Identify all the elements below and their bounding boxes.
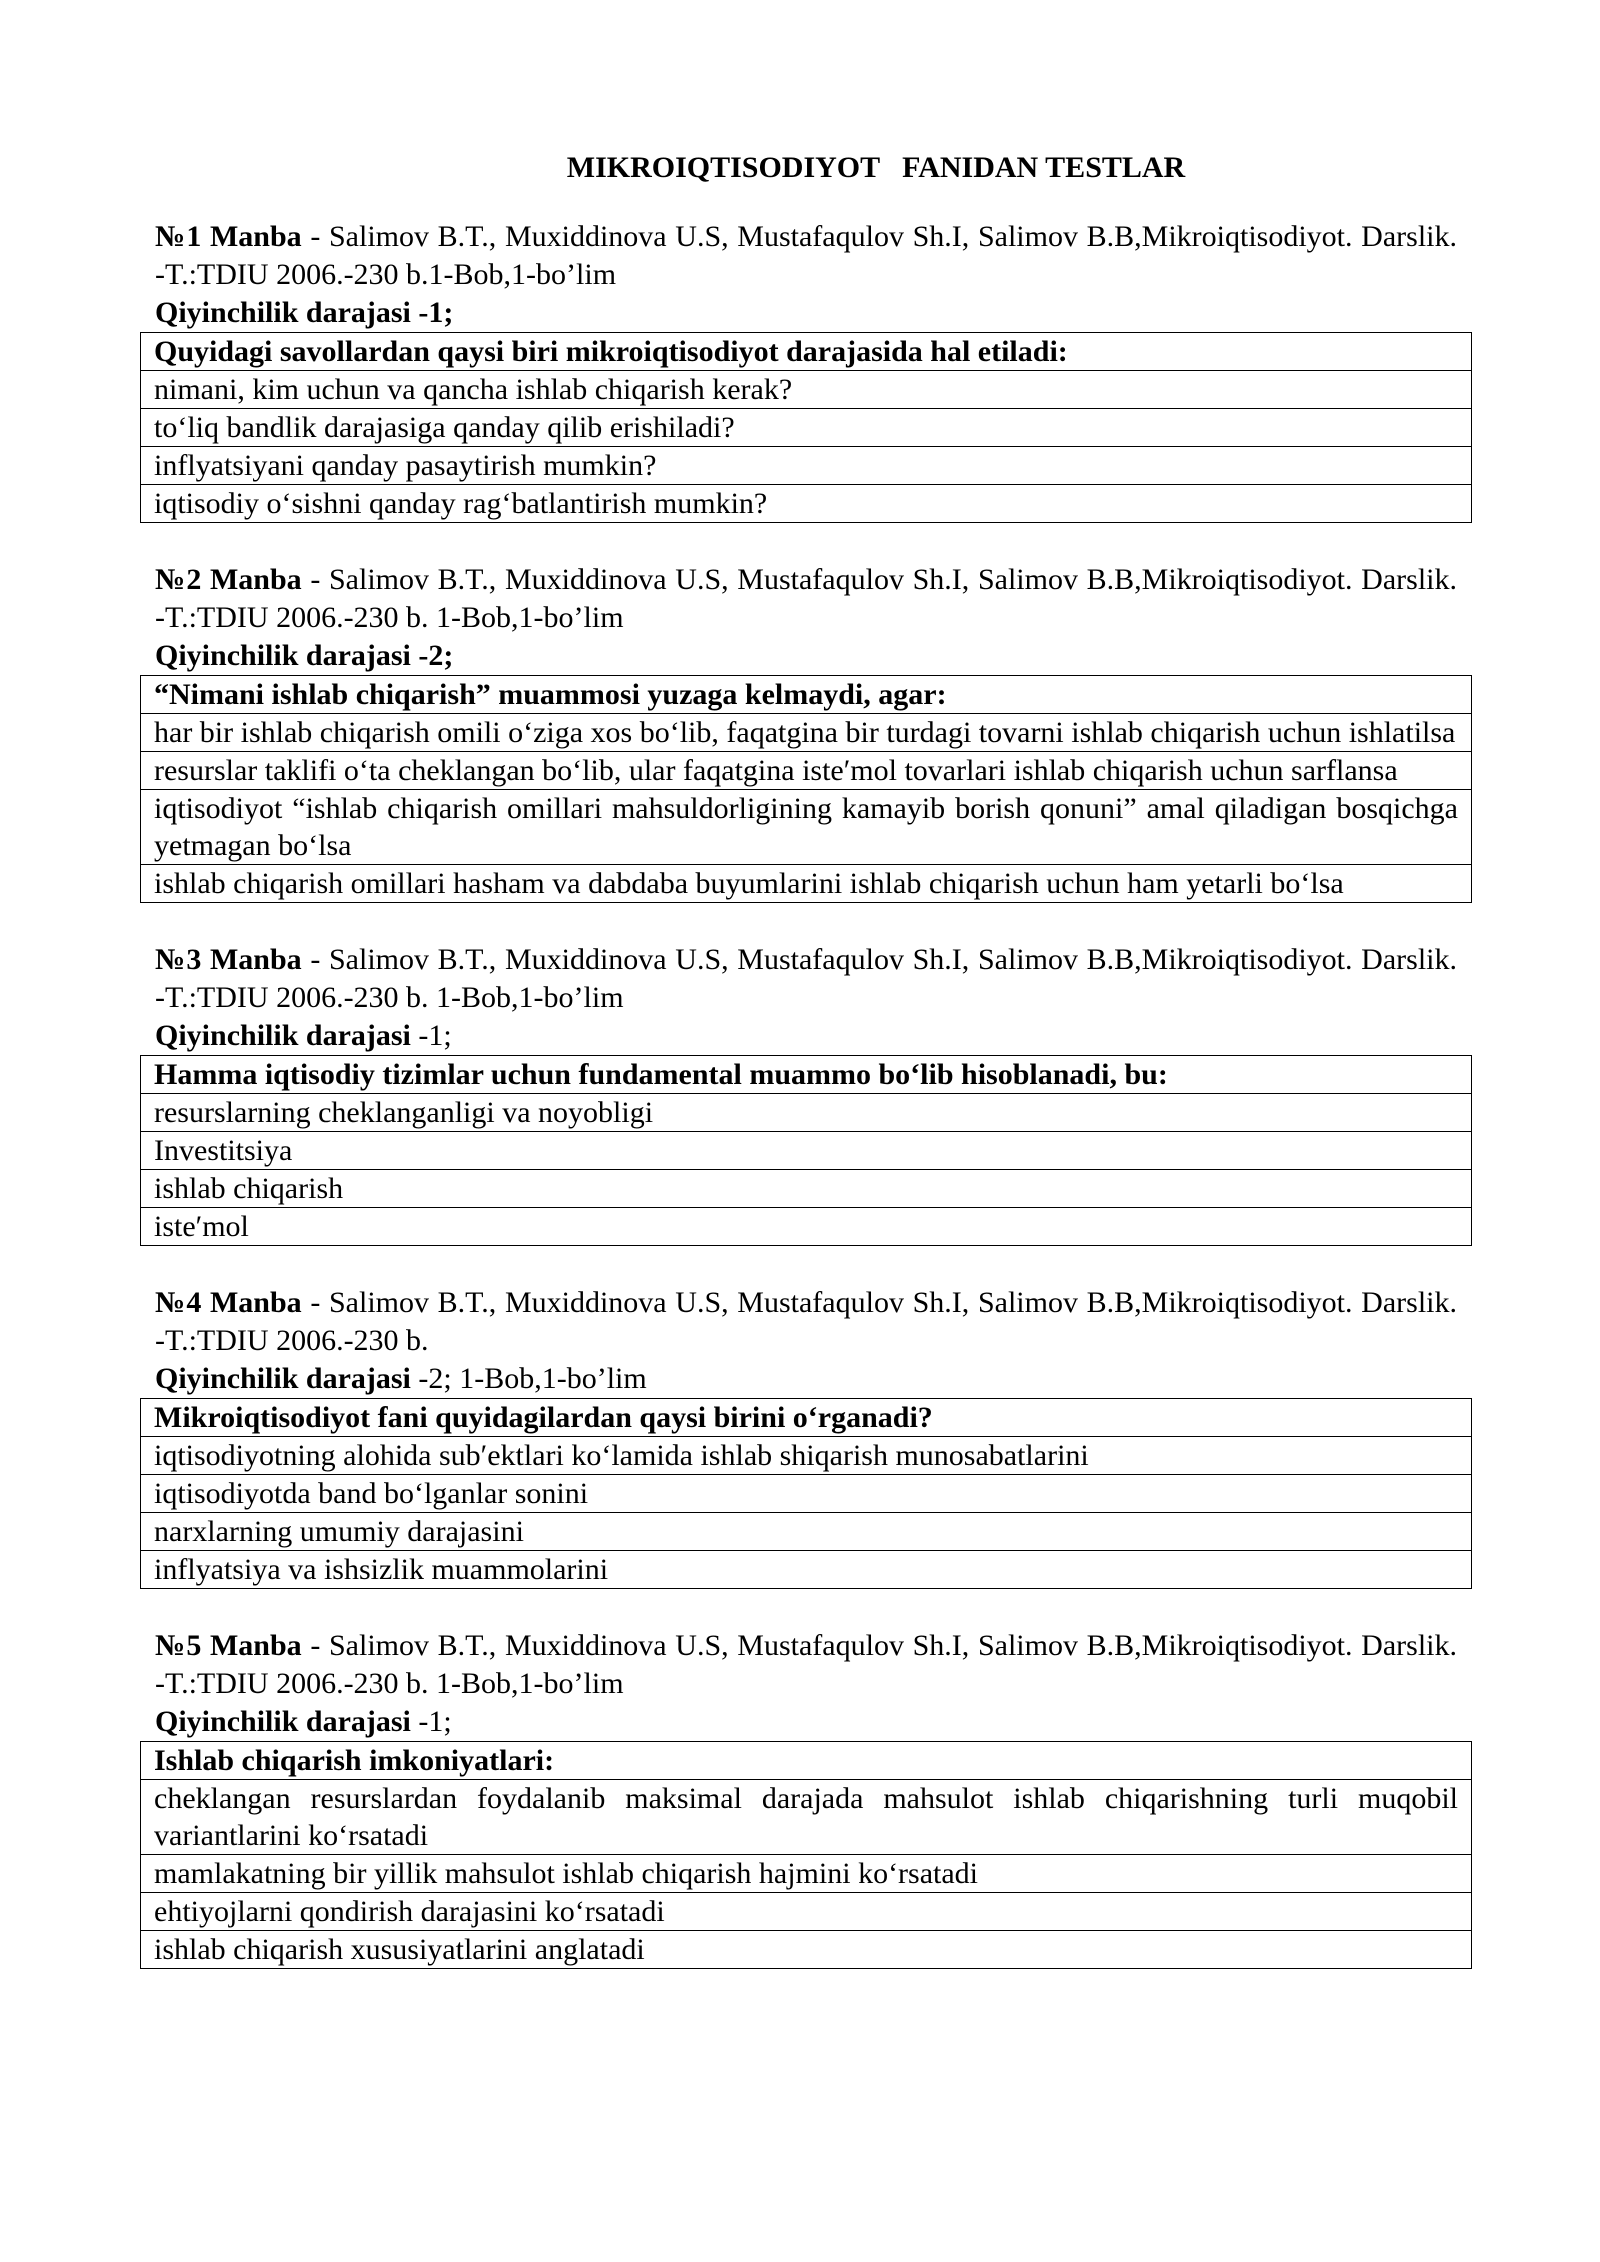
question-block xyxy=(140,218,1472,523)
source-reference xyxy=(140,941,1472,1017)
document-title: MIKROIQTISODIYOT FANIDAN TESTLAR xyxy=(566,151,1186,184)
question-block xyxy=(140,561,1472,903)
answer-row xyxy=(141,752,1472,790)
answer-option: iqtisodiyotda band bo‘lganlar sonini xyxy=(141,1475,1472,1513)
answer-option: narxlarning umumiy darajasini xyxy=(141,1513,1472,1551)
answer-row xyxy=(141,1931,1472,1969)
difficulty-label: Qiyinchilik darajasi xyxy=(155,1362,411,1395)
source-text: - Salimov B.T., Muxiddinova U.S, Mustafaqulov Sh.I, Salimov B.B,Mikroiqtisodiyot. Darslik. -T.:TDIU 2006.-230 b. 1-Bob,1-bo’lim xyxy=(155,563,1457,634)
question-text: Ishlab chiqarish imkoniyatlari: xyxy=(141,1742,1472,1780)
question-number: №1 Manba xyxy=(155,220,302,253)
question-text: “Nimani ishlab chiqarish” muammosi yuzaga kelmaydi, agar: xyxy=(141,676,1472,714)
difficulty-extra: 1-Bob,1-bo’lim xyxy=(451,1362,647,1395)
source-reference xyxy=(140,1284,1472,1360)
question-row xyxy=(141,1742,1472,1780)
answer-row xyxy=(141,409,1472,447)
answer-option: iqtisodiyot “ishlab chiqarish omillari mahsuldorligining kamayib borish qonuni” amal qiladigan bosqichga yetmagan bo‘lsa xyxy=(141,790,1472,865)
source-reference xyxy=(140,218,1472,294)
question-table xyxy=(140,1741,1472,1969)
answer-row xyxy=(141,1551,1472,1589)
question-block xyxy=(140,1627,1472,1969)
difficulty-label: Qiyinchilik darajasi xyxy=(155,639,411,672)
document-page xyxy=(140,148,1472,2007)
difficulty-value: -1; xyxy=(410,1019,452,1052)
source-text: - Salimov B.T., Muxiddinova U.S, Mustafaqulov Sh.I, Salimov B.B,Mikroiqtisodiyot. Darslik. -T.:TDIU 2006.-230 b. 1-Bob,1-bo’lim xyxy=(155,943,1457,1014)
question-block xyxy=(140,941,1472,1246)
difficulty-label: Qiyinchilik darajasi xyxy=(155,1705,411,1738)
answer-option: nimani, kim uchun va qancha ishlab chiqarish kerak? xyxy=(141,371,1472,409)
answer-option: ishlab chiqarish xususiyatlarini anglatadi xyxy=(141,1931,1472,1969)
source-text: - Salimov B.T., Muxiddinova U.S, Mustafaqulov Sh.I, Salimov B.B,Mikroiqtisodiyot. Darslik. -T.:TDIU 2006.-230 b.1-Bob,1-bo’lim xyxy=(155,220,1457,291)
answer-option: ehtiyojlarni qondirish darajasini ko‘rsatadi xyxy=(141,1893,1472,1931)
question-row xyxy=(141,333,1472,371)
difficulty-label: Qiyinchilik darajasi xyxy=(155,296,411,329)
difficulty-label: Qiyinchilik darajasi xyxy=(155,1019,411,1052)
question-text: Hamma iqtisodiy tizimlar uchun fundamental muammo bo‘lib hisoblanadi, bu: xyxy=(141,1056,1472,1094)
question-table xyxy=(140,1398,1472,1589)
question-block xyxy=(140,1284,1472,1589)
question-table xyxy=(140,332,1472,523)
answer-option: mamlakatning bir yillik mahsulot ishlab chiqarish hajmini ko‘rsatadi xyxy=(141,1855,1472,1893)
difficulty-level xyxy=(140,1360,1472,1398)
answer-row xyxy=(141,1475,1472,1513)
answer-row xyxy=(141,1780,1472,1855)
answer-option: inflyatsiyani qanday pasaytirish mumkin? xyxy=(141,447,1472,485)
answer-row xyxy=(141,1094,1472,1132)
difficulty-value: -2; xyxy=(410,1362,452,1395)
question-text: Quyidagi savollardan qaysi biri mikroiqtisodiyot darajasida hal etiladi: xyxy=(141,333,1472,371)
difficulty-value: -1; xyxy=(410,1705,452,1738)
difficulty-value: -2; xyxy=(410,639,454,672)
answer-row xyxy=(141,1132,1472,1170)
answer-option: har bir ishlab chiqarish omili o‘ziga xos bo‘lib, faqatgina bir turdagi tovarni ishlab chiqarish uchun ishlatilsa xyxy=(141,714,1472,752)
difficulty-level xyxy=(140,1703,1472,1741)
answer-row xyxy=(141,790,1472,865)
answer-option: cheklangan resurslardan foydalanib maksimal darajada mahsulot ishlab chiqarishning turli muqobil variantlarini ko‘rsatadi xyxy=(141,1780,1472,1855)
answer-row xyxy=(141,447,1472,485)
question-text: Mikroiqtisodiyot fani quyidagilardan qaysi birini o‘rganadi? xyxy=(141,1399,1472,1437)
answer-row xyxy=(141,1513,1472,1551)
difficulty-value: -1; xyxy=(410,296,454,329)
answer-option: iste′mol xyxy=(141,1208,1472,1246)
answer-option: inflyatsiya va ishsizlik muammolarini xyxy=(141,1551,1472,1589)
answer-row xyxy=(141,371,1472,409)
question-list xyxy=(140,218,1472,1969)
answer-row xyxy=(141,1170,1472,1208)
question-number: №4 Manba xyxy=(155,1286,302,1319)
difficulty-level xyxy=(140,637,1472,675)
answer-option: Investitsiya xyxy=(141,1132,1472,1170)
source-reference xyxy=(140,1627,1472,1703)
answer-row xyxy=(141,1855,1472,1893)
answer-row xyxy=(141,865,1472,903)
source-reference xyxy=(140,561,1472,637)
answer-option: iqtisodiyotning alohida sub′ektlari ko‘lamida ishlab shiqarish munosabatlarini xyxy=(141,1437,1472,1475)
difficulty-level xyxy=(140,1017,1472,1055)
answer-option: resurslar taklifi o‘ta cheklangan bo‘lib, ular faqatgina iste′mol tovarlari ishlab chiqarish uchun sarflansa xyxy=(141,752,1472,790)
question-row xyxy=(141,1399,1472,1437)
question-table xyxy=(140,675,1472,903)
answer-row xyxy=(141,485,1472,523)
source-text: - Salimov B.T., Muxiddinova U.S, Mustafaqulov Sh.I, Salimov B.B,Mikroiqtisodiyot. Darslik. -T.:TDIU 2006.-230 b. 1-Bob,1-bo’lim xyxy=(155,1629,1457,1700)
question-row xyxy=(141,676,1472,714)
source-text: - Salimov B.T., Muxiddinova U.S, Mustafaqulov Sh.I, Salimov B.B,Mikroiqtisodiyot. Darslik. -T.:TDIU 2006.-230 b. xyxy=(155,1286,1457,1357)
answer-option: resurslarning cheklanganligi va noyobligi xyxy=(141,1094,1472,1132)
answer-option: iqtisodiy o‘sishni qanday rag‘batlantirish mumkin? xyxy=(141,485,1472,523)
answer-option: to‘liq bandlik darajasiga qanday qilib erishiladi? xyxy=(141,409,1472,447)
question-number: №3 Manba xyxy=(155,943,302,976)
answer-option: ishlab chiqarish omillari hasham va dabdaba buyumlarini ishlab chiqarish uchun ham yetarli bo‘lsa xyxy=(141,865,1472,903)
answer-row xyxy=(141,1208,1472,1246)
question-row xyxy=(141,1056,1472,1094)
answer-option: ishlab chiqarish xyxy=(141,1170,1472,1208)
question-number: №2 Manba xyxy=(155,563,302,596)
answer-row xyxy=(141,1437,1472,1475)
answer-row xyxy=(141,1893,1472,1931)
question-table xyxy=(140,1055,1472,1246)
difficulty-level xyxy=(140,294,1472,332)
answer-row xyxy=(141,714,1472,752)
question-number: №5 Manba xyxy=(155,1629,302,1662)
